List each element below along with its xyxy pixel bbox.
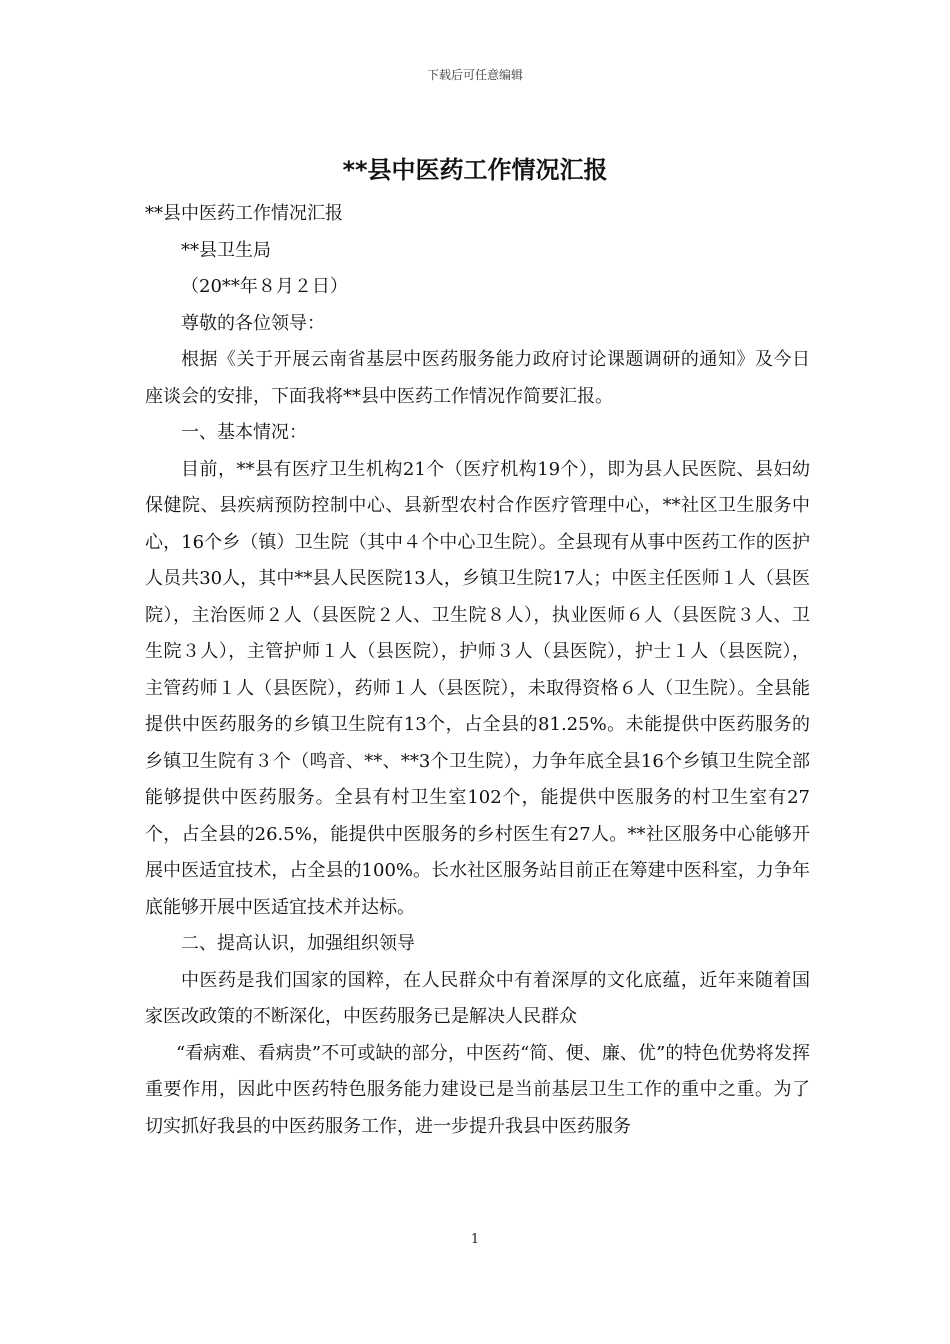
page-number: 1 — [470, 1232, 480, 1247]
salutation-paragraph: 尊敬的各位领导： — [181, 312, 325, 334]
document-body — [145, 196, 810, 1145]
document-title: **县中医药工作情况汇报 — [342, 156, 608, 184]
issuer-paragraph: **县卫生局 — [181, 239, 271, 261]
subtitle-paragraph: **县中医药工作情况汇报 — [145, 203, 343, 224]
tcm-paragraph-1: 中医药是我们国家的国粹，在人民群众中有着深厚的文化底蕴，近年来随着国家医改政策的不断深化，中医药服务已是解决人民群众 — [145, 969, 810, 1027]
tcm-paragraph-2: “看病难、看病贵”不可或缺的部分，中医药“简、便、廉、优”的特色优势将发挥重要作用，因此中医药特色服务能力建设已是当前基层卫生工作的重中之重。为了切实抓好我县的中医药服务工作，进一步提升我县中医药服务 — [145, 1042, 810, 1137]
intro-paragraph: 根据《关于开展云南省基层中医药服务能力政府讨论课题调研的通知》及今日座谈会的安排，下面我将**县中医药工作情况作简要汇报。 — [145, 349, 810, 407]
section-heading-1: 一、基本情况： — [181, 422, 307, 443]
basic-situation-paragraph: 目前，**县有医疗卫生机构21个（医疗机构19个），即为县人民医院、县妇幼保健院、县疾病预防控制中心、县新型农村合作医疗管理中心，**社区卫生服务中心，16个乡（镇）卫生院（其中４个中心卫生院）。全县现有从事中医药工作的医护人员共30人，其中**县人民医院13人，乡镇卫生院17人；中医主任医师１人（县医院），主治医师２人（县医院２人、卫生院８人），执业医师６人（县医院３人、卫生院３人），主管护师１人（县医院），护师３人（县医院），护士１人（县医院），主管药师１人（县医院），药师１人（县医院），未取得资格６人（卫生院）。全县能提供中医药服务的乡镇卫生院有13个，占全县的81.25%。未能提供中医药服务的乡镇卫生院有３个（鸣音、**、**3个卫生院），力争年底全县16个乡镇卫生院全部能够提供中医药服务。全县有村卫生室102个，能提供中医服务的村卫生室有27个，占全县的26.5%，能提供中医服务的乡村医生有27人。**社区服务中心能够开展中医适宜技术，占全县的100%。长水社区服务站目前正在筹建中医科室，力争年底能够开展中医适宜技术并达标。 — [145, 458, 810, 918]
date-paragraph: （20**年８月２日） — [181, 276, 348, 297]
section-heading-2: 二、提高认识，加强组织领导 — [181, 933, 415, 954]
header-note: 下载后可任意编辑 — [426, 68, 523, 82]
